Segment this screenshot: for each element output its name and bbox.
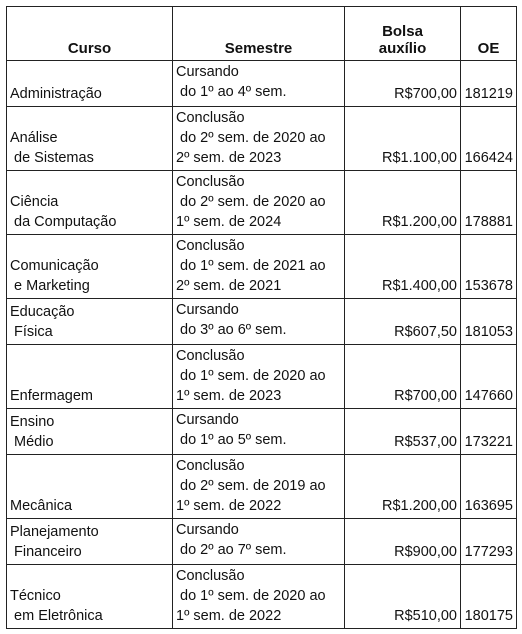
cell-curso	[7, 519, 173, 565]
cell-curso	[7, 235, 173, 299]
curso-line: da Computação	[10, 214, 117, 230]
cell-curso	[7, 171, 173, 235]
table-row	[7, 519, 517, 565]
curso-line: Física	[10, 324, 53, 340]
cell-oe: 178881	[461, 171, 517, 235]
cell-oe: 163695	[461, 455, 517, 519]
cell-bolsa: R$1.200,00	[345, 455, 461, 519]
cell-semestre	[173, 107, 345, 171]
semestre-line: Conclusão	[176, 110, 245, 126]
semestre-line: do 1º ao 5º sem.	[176, 432, 287, 448]
table-row	[7, 345, 517, 409]
semestre-line: 2º sem. de 2023	[176, 150, 282, 166]
curso-line: Enfermagem	[10, 388, 94, 404]
table-row	[7, 409, 517, 455]
cell-semestre	[173, 455, 345, 519]
cell-oe: 181053	[461, 299, 517, 345]
semestre-line: do 2º sem. de 2020 ao	[176, 194, 326, 210]
cell-curso	[7, 61, 173, 107]
header-bolsa-line2: auxílio	[378, 40, 427, 57]
cell-oe: 166424	[461, 107, 517, 171]
curso-line: Mecânica	[10, 498, 73, 514]
cell-bolsa: R$700,00	[345, 61, 461, 107]
header-semestre: Semestre	[173, 7, 345, 61]
cell-semestre	[173, 345, 345, 409]
semestre-line: Cursando	[176, 522, 239, 538]
table-row	[7, 299, 517, 345]
semestre-line: 1º sem. de 2023	[176, 388, 282, 404]
cell-bolsa: R$510,00	[345, 565, 461, 629]
table-row	[7, 171, 517, 235]
semestre-line: do 2º sem. de 2019 ao	[176, 478, 326, 494]
cell-semestre	[173, 235, 345, 299]
semestre-line: Conclusão	[176, 238, 245, 254]
cell-oe: 180175	[461, 565, 517, 629]
semestre-line: Conclusão	[176, 348, 245, 364]
curso-line: Ciência	[10, 194, 59, 210]
curso-line: Administração	[10, 86, 102, 102]
semestre-line: Cursando	[176, 412, 239, 428]
curso-line: Ensino	[10, 414, 55, 430]
semestre-line: do 1º sem. de 2020 ao	[176, 588, 326, 604]
header-bolsa	[345, 7, 461, 61]
cell-semestre	[173, 409, 345, 455]
curso-line: e Marketing	[10, 278, 90, 294]
cell-curso	[7, 107, 173, 171]
courses-table	[6, 6, 517, 629]
semestre-line: do 1º ao 4º sem.	[176, 84, 287, 100]
cell-oe: 153678	[461, 235, 517, 299]
semestre-line: Cursando	[176, 302, 239, 318]
cell-semestre	[173, 299, 345, 345]
cell-semestre	[173, 61, 345, 107]
semestre-line: do 1º sem. de 2020 ao	[176, 368, 326, 384]
cell-bolsa: R$900,00	[345, 519, 461, 565]
cell-oe: 181219	[461, 61, 517, 107]
cell-bolsa: R$700,00	[345, 345, 461, 409]
cell-bolsa: R$1.100,00	[345, 107, 461, 171]
cell-bolsa: R$1.200,00	[345, 171, 461, 235]
semestre-line: Cursando	[176, 64, 239, 80]
cell-bolsa: R$607,50	[345, 299, 461, 345]
curso-line: Análise	[10, 130, 58, 146]
semestre-line: Conclusão	[176, 458, 245, 474]
cell-oe: 177293	[461, 519, 517, 565]
cell-semestre	[173, 519, 345, 565]
cell-bolsa: R$1.400,00	[345, 235, 461, 299]
curso-line: Técnico	[10, 588, 61, 604]
semestre-line: 1º sem. de 2024	[176, 214, 282, 230]
semestre-line: do 3º ao 6º sem.	[176, 322, 287, 338]
table-row	[7, 235, 517, 299]
curso-line: Planejamento	[10, 524, 99, 540]
semestre-line: 1º sem. de 2022	[176, 608, 282, 624]
curso-line: Educação	[10, 304, 75, 320]
semestre-line: Conclusão	[176, 568, 245, 584]
header-curso: Curso	[7, 7, 173, 61]
semestre-line: do 2º sem. de 2020 ao	[176, 130, 326, 146]
table-row	[7, 565, 517, 629]
cell-curso	[7, 299, 173, 345]
curso-line: Comunicação	[10, 258, 99, 274]
cell-oe: 173221	[461, 409, 517, 455]
semestre-line: 2º sem. de 2021	[176, 278, 282, 294]
curso-line: de Sistemas	[10, 150, 94, 166]
cell-curso	[7, 455, 173, 519]
cell-semestre	[173, 171, 345, 235]
table-row	[7, 61, 517, 107]
cell-curso	[7, 565, 173, 629]
semestre-line: Conclusão	[176, 174, 245, 190]
cell-oe: 147660	[461, 345, 517, 409]
semestre-line: do 2º ao 7º sem.	[176, 542, 287, 558]
table-body	[7, 61, 517, 629]
semestre-line: do 1º sem. de 2021 ao	[176, 258, 326, 274]
table-row	[7, 455, 517, 519]
cell-bolsa: R$537,00	[345, 409, 461, 455]
table-row	[7, 107, 517, 171]
curso-line: Financeiro	[10, 544, 82, 560]
curso-line: Médio	[10, 434, 54, 450]
cell-semestre	[173, 565, 345, 629]
header-row	[7, 7, 517, 61]
cell-curso	[7, 409, 173, 455]
semestre-line: 1º sem. de 2022	[176, 498, 282, 514]
cell-curso	[7, 345, 173, 409]
header-bolsa-line1: Bolsa	[382, 23, 423, 40]
header-oe: OE	[461, 7, 517, 61]
curso-line: em Eletrônica	[10, 608, 103, 624]
